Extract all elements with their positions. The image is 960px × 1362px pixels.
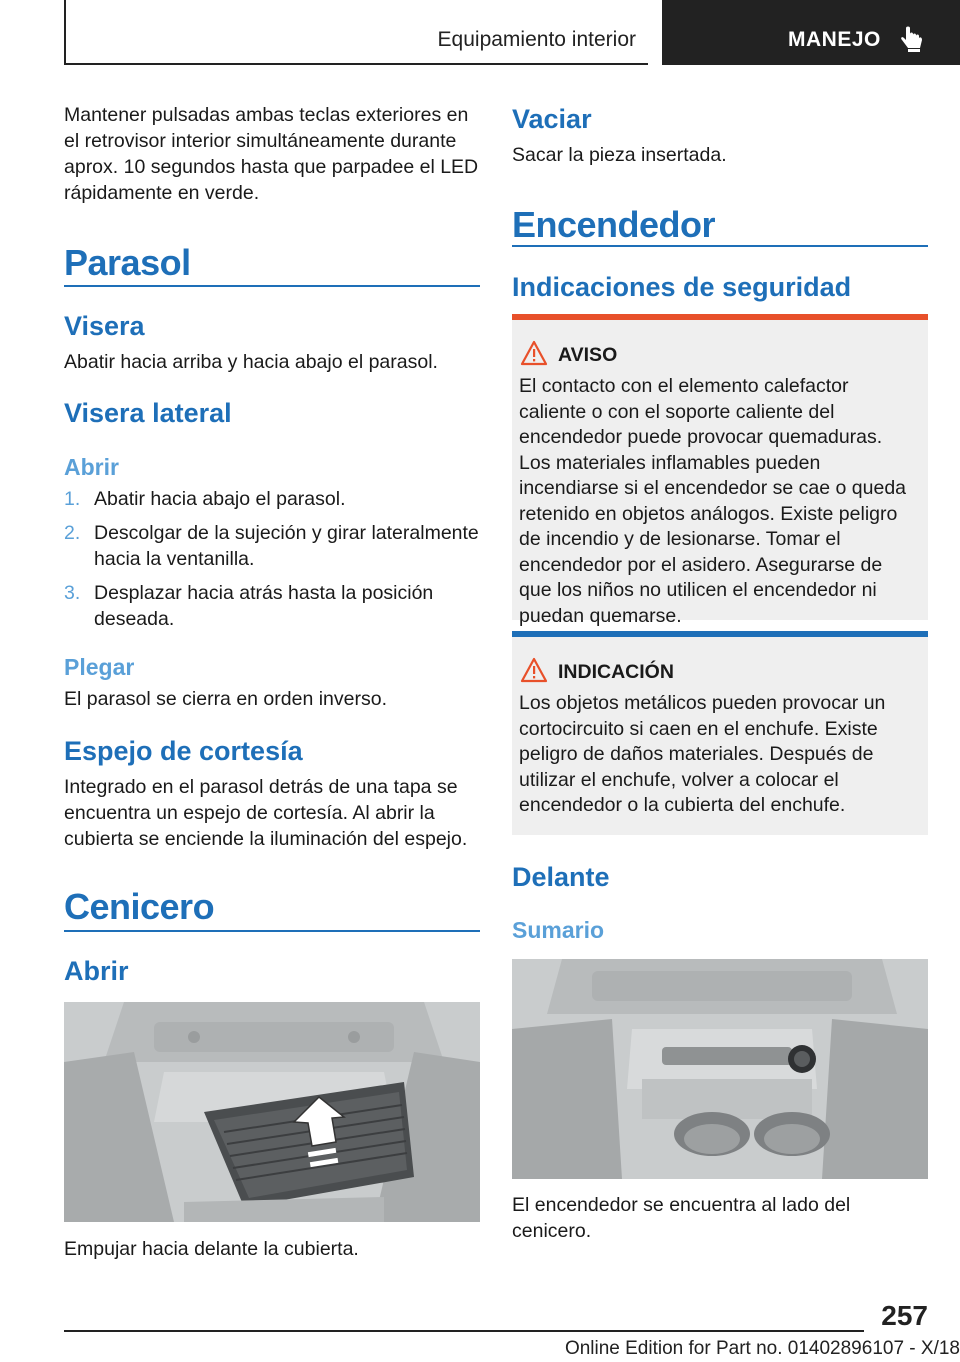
notice-text: Los objetos metálicos pueden provocar un cortocircuito si caen en el enchufe. Existe peligro de daños materiales. Después de utilizar el enchufe, volver a colocar el encendedor o la cubierta del enchufe. (519, 692, 886, 816)
heading-plegar: Plegar (64, 654, 135, 680)
heading-parasol-rule (64, 285, 480, 287)
cenicero-caption: Empujar hacia delante la cubierta. (64, 1238, 359, 1260)
hand-pointer-icon (898, 24, 928, 54)
visera-text: Abatir hacia arriba y hacia abajo el parasol. (64, 351, 438, 373)
list-item (64, 486, 480, 512)
step-number: 3. (64, 582, 81, 604)
heading-visera: Visera (64, 311, 145, 341)
warning-title: AVISO (558, 344, 618, 366)
ashtray-illustration (64, 1002, 480, 1222)
ashtray-photo (64, 1002, 480, 1222)
heading-seguridad: Indicaciones de seguridad (512, 272, 852, 302)
step-text: Abatir hacia abajo el parasol. (94, 488, 346, 510)
warning-box-aviso (512, 314, 928, 627)
heading-espejo: Espejo de cortesía (64, 736, 303, 766)
heading-visera-lateral: Visera lateral (64, 398, 232, 428)
warning-triangle-icon (520, 657, 548, 683)
page-number: 257 (881, 1300, 928, 1331)
footer-rule (64, 1330, 864, 1332)
steps-list (64, 486, 480, 640)
header-left-rule (64, 0, 66, 64)
espejo-text: Integrado en el parasol detrás de una tapa se encuentra un espejo de cortesía. Al abrir la cubierta se enciende la iluminación del espejo. (64, 776, 468, 850)
notice-title: INDICACIÓN (558, 661, 674, 683)
step-text: Descolgar de la sujeción y girar lateralmente hacia la ventanilla. (94, 522, 479, 570)
warning-text: El contacto con el elemento calefactor caliente o con el soporte caliente del encendedor puede provocar quemaduras. Los materiales inflamables pueden incendiarse si el encendedor se cae o queda retenido en objetos análogos. Existe peligro de incendio y de lesionarse. Tomar el encendedor por el asidero. Asegurarse de que los niños no utilicen el encendedor ni puedan quemarse. (519, 375, 907, 627)
header-chapter-tab[interactable] (662, 0, 960, 65)
heading-cenicero: Cenicero (64, 886, 215, 927)
notice-box-indicacion (512, 631, 928, 835)
header-bottom-rule (64, 63, 648, 65)
heading-vaciar: Vaciar (512, 104, 592, 134)
heading-encendedor: Encendedor (512, 204, 716, 245)
warning-bar (512, 314, 928, 320)
plegar-text: El parasol se cierra en orden inverso. (64, 688, 387, 710)
intro-paragraph: Mantener pulsadas ambas teclas exteriores en el retrovisor interior simultáneamente durante aprox. 10 segundos hasta que parpadee el LED rápidamente en verde. (64, 104, 479, 204)
heading-cenicero-rule (64, 930, 480, 932)
vaciar-text: Sacar la pieza insertada. (512, 144, 727, 166)
heading-delante: Delante (512, 862, 610, 892)
heading-parasol: Parasol (64, 242, 191, 283)
step-number: 2. (64, 522, 81, 544)
heading-encendedor-rule (512, 245, 928, 247)
heading-sumario: Sumario (512, 917, 605, 943)
lighter-photo (512, 959, 928, 1179)
footer-edition: Online Edition for Part no. 01402896107 - X/18 (564, 1338, 960, 1359)
header-chapter-label: MANEJO (788, 28, 881, 51)
warning-triangle-icon (520, 340, 548, 366)
header-section-title: Equipamiento interior (437, 28, 636, 51)
lighter-illustration (512, 959, 928, 1179)
sumario-caption: El encendedor se encuentra al lado del cenicero. (512, 1194, 851, 1242)
step-number: 1. (64, 488, 81, 510)
heading-cenicero-abrir: Abrir (64, 956, 129, 986)
heading-abrir: Abrir (64, 454, 119, 480)
notice-bar (512, 631, 928, 637)
list-item (64, 520, 480, 572)
step-text: Desplazar hacia atrás hasta la posición deseada. (94, 582, 434, 630)
list-item (64, 580, 480, 632)
